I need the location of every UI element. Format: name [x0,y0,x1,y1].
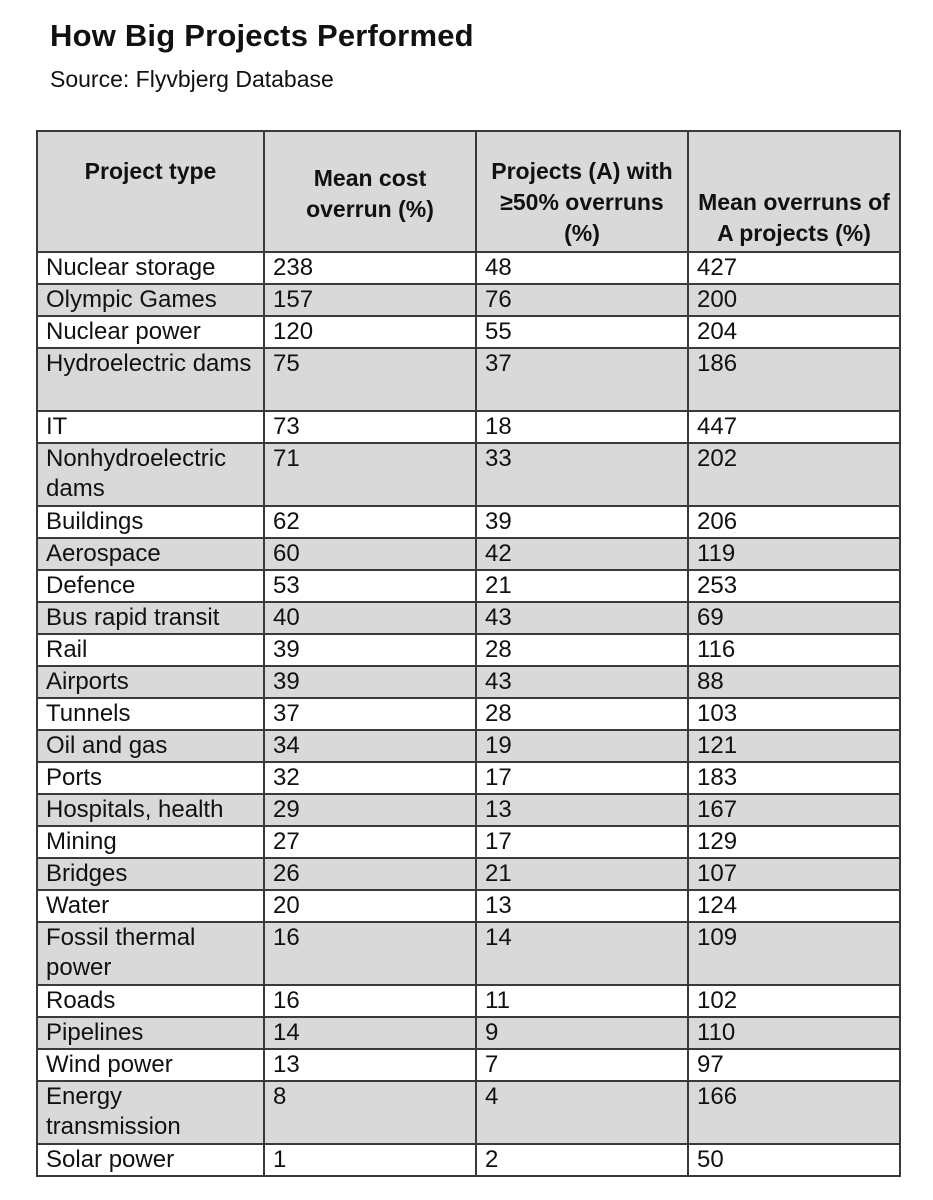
table-row [37,602,900,634]
cell-mean-overruns-a: 103 [688,698,900,730]
cell-mean-overruns-a: 121 [688,730,900,762]
cell-project-type: Wind power [37,1049,264,1081]
table-row [37,570,900,602]
cell-mean-cost-overrun: 26 [264,858,476,890]
cell-mean-overruns-a: 97 [688,1049,900,1081]
cell-mean-cost-overrun: 37 [264,698,476,730]
cell-projects-a-overruns: 17 [476,826,688,858]
cell-projects-a-overruns: 9 [476,1017,688,1049]
cell-projects-a-overruns: 43 [476,666,688,698]
cell-projects-a-overruns: 13 [476,794,688,826]
cell-project-type: Hydroelectric dams [37,348,264,411]
cell-mean-overruns-a: 116 [688,634,900,666]
table-row [37,316,900,348]
cell-mean-overruns-a: 253 [688,570,900,602]
table-row [37,538,900,570]
cell-mean-overruns-a: 109 [688,922,900,985]
table-row [37,730,900,762]
cell-project-type: Roads [37,985,264,1017]
cell-projects-a-overruns: 4 [476,1081,688,1144]
cell-projects-a-overruns: 39 [476,506,688,538]
table-row [37,794,900,826]
page-title: How Big Projects Performed [50,18,474,53]
cell-mean-cost-overrun: 8 [264,1081,476,1144]
cell-project-type: Energy transmission [37,1081,264,1144]
cell-mean-cost-overrun: 16 [264,922,476,985]
table-row [37,698,900,730]
source-line [50,66,334,93]
cell-projects-a-overruns: 55 [476,316,688,348]
cell-mean-overruns-a: 124 [688,890,900,922]
table-row [37,252,900,284]
source-prefix: Source [50,66,123,92]
cell-project-type: Fossil thermal power [37,922,264,985]
cell-projects-a-overruns: 28 [476,634,688,666]
table-row [37,634,900,666]
cell-projects-a-overruns: 21 [476,858,688,890]
table-row [37,858,900,890]
cell-project-type: Mining [37,826,264,858]
cell-project-type: Nuclear storage [37,252,264,284]
cell-projects-a-overruns: 2 [476,1144,688,1176]
cell-mean-cost-overrun: 40 [264,602,476,634]
overrun-table [36,130,901,1177]
cell-projects-a-overruns: 42 [476,538,688,570]
cell-projects-a-overruns: 37 [476,348,688,411]
cell-projects-a-overruns: 43 [476,602,688,634]
cell-mean-cost-overrun: 73 [264,411,476,443]
cell-mean-cost-overrun: 60 [264,538,476,570]
cell-projects-a-overruns: 13 [476,890,688,922]
cell-mean-overruns-a: 166 [688,1081,900,1144]
cell-mean-overruns-a: 202 [688,443,900,506]
cell-mean-overruns-a: 200 [688,284,900,316]
cell-project-type: Ports [37,762,264,794]
cell-mean-cost-overrun: 62 [264,506,476,538]
table-row [37,1017,900,1049]
cell-mean-overruns-a: 50 [688,1144,900,1176]
cell-mean-cost-overrun: 71 [264,443,476,506]
table-row [37,506,900,538]
cell-mean-cost-overrun: 27 [264,826,476,858]
cell-mean-overruns-a: 102 [688,985,900,1017]
cell-mean-overruns-a: 119 [688,538,900,570]
table-row [37,411,900,443]
table-row [37,284,900,316]
cell-projects-a-overruns: 33 [476,443,688,506]
cell-project-type: Oil and gas [37,730,264,762]
header-mean-cost-overrun: Mean cost overrun (%) [264,131,476,252]
cell-project-type: Nonhydroelectric dams [37,443,264,506]
cell-project-type: IT [37,411,264,443]
table-row [37,348,900,411]
cell-mean-cost-overrun: 39 [264,634,476,666]
cell-mean-cost-overrun: 39 [264,666,476,698]
table-row [37,922,900,985]
table-row [37,1144,900,1176]
table-row [37,985,900,1017]
cell-project-type: Pipelines [37,1017,264,1049]
cell-projects-a-overruns: 18 [476,411,688,443]
cell-project-type: Bus rapid transit [37,602,264,634]
cell-mean-cost-overrun: 14 [264,1017,476,1049]
cell-mean-overruns-a: 129 [688,826,900,858]
table-header-row [37,131,900,252]
cell-mean-overruns-a: 206 [688,506,900,538]
cell-project-type: Bridges [37,858,264,890]
cell-mean-overruns-a: 110 [688,1017,900,1049]
cell-mean-overruns-a: 107 [688,858,900,890]
cell-projects-a-overruns: 48 [476,252,688,284]
cell-mean-cost-overrun: 20 [264,890,476,922]
cell-mean-overruns-a: 427 [688,252,900,284]
source-name: Flyvbjerg Database [135,66,334,92]
header-projects-a-overruns: Projects (A) with ≥50% overruns (%) [476,131,688,252]
header-mean-overruns-a: Mean overruns of A projects (%) [688,131,900,252]
cell-mean-cost-overrun: 16 [264,985,476,1017]
cell-project-type: Airports [37,666,264,698]
cell-mean-cost-overrun: 34 [264,730,476,762]
table-row [37,1049,900,1081]
cell-mean-cost-overrun: 53 [264,570,476,602]
cell-project-type: Nuclear power [37,316,264,348]
cell-mean-overruns-a: 447 [688,411,900,443]
source-separator: : [122,66,136,92]
cell-project-type: Buildings [37,506,264,538]
cell-projects-a-overruns: 28 [476,698,688,730]
header-project-type: Project type [37,131,264,252]
cell-mean-cost-overrun: 157 [264,284,476,316]
cell-projects-a-overruns: 21 [476,570,688,602]
cell-projects-a-overruns: 17 [476,762,688,794]
cell-mean-cost-overrun: 120 [264,316,476,348]
cell-mean-cost-overrun: 75 [264,348,476,411]
table-row [37,890,900,922]
table-row [37,1081,900,1144]
cell-project-type: Hospitals, health [37,794,264,826]
cell-mean-cost-overrun: 29 [264,794,476,826]
cell-projects-a-overruns: 19 [476,730,688,762]
cell-mean-overruns-a: 69 [688,602,900,634]
cell-project-type: Olympic Games [37,284,264,316]
cell-project-type: Tunnels [37,698,264,730]
cell-project-type: Rail [37,634,264,666]
cell-project-type: Water [37,890,264,922]
cell-mean-overruns-a: 186 [688,348,900,411]
cell-mean-cost-overrun: 32 [264,762,476,794]
cell-mean-overruns-a: 167 [688,794,900,826]
cell-projects-a-overruns: 11 [476,985,688,1017]
cell-mean-cost-overrun: 238 [264,252,476,284]
cell-mean-overruns-a: 204 [688,316,900,348]
cell-projects-a-overruns: 14 [476,922,688,985]
cell-mean-overruns-a: 88 [688,666,900,698]
cell-project-type: Aerospace [37,538,264,570]
cell-projects-a-overruns: 76 [476,284,688,316]
cell-project-type: Solar power [37,1144,264,1176]
cell-mean-cost-overrun: 1 [264,1144,476,1176]
table-row [37,762,900,794]
cell-project-type: Defence [37,570,264,602]
cell-mean-cost-overrun: 13 [264,1049,476,1081]
cell-projects-a-overruns: 7 [476,1049,688,1081]
table-body [37,252,900,1176]
table-row [37,666,900,698]
cell-mean-overruns-a: 183 [688,762,900,794]
table-row [37,443,900,506]
table-row [37,826,900,858]
